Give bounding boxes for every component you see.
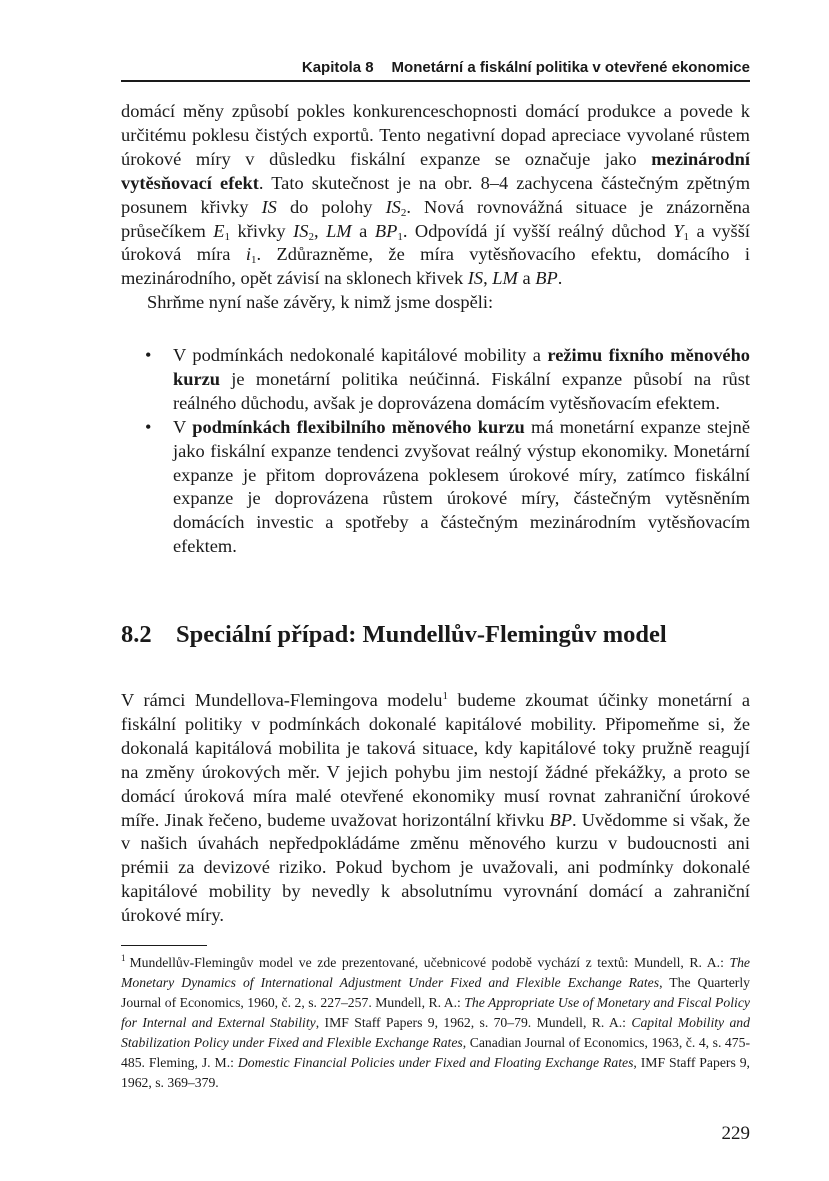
citation-title: The Monetary Dynamics of International Adjustment Under Fixed and Flexible Exchange Rates (121, 955, 750, 990)
symbol-is: IS (261, 196, 277, 217)
symbol-bp: BP (549, 809, 572, 830)
header-rule (121, 80, 750, 82)
bullet-icon: • (145, 345, 152, 365)
text-run: domácí měny způsobí pokles konkurenceschopnosti domácí produkce a povede k určitému poklesu čistých exportů. Tento negativní dopad apreciace vyvolané růstem úrokové míry v důsledku fiskální expanze se označuje jako (121, 101, 750, 169)
text-run: má monetární expanze stejně jako fiskální expanze tendenci zvyšovat reálný výstup ekonomiky. Monetární expanze je přitom doprovázena poklesem úrokové míry, zatímco fiskální expanze je doprovázena růstem úrokové míry, částečným vytěsněním domácích investic a spotřeby a částečným mezinárodním vytěsňovacím efektem. (173, 416, 750, 557)
text-run: . Odpovídá jí vyšší reálný důchod (402, 220, 674, 241)
symbol-is: IS (293, 220, 309, 241)
text-run: . (557, 268, 563, 289)
list-item (121, 416, 750, 559)
term-flexible-exchange-rate: podmínkách flexibilního měnového kurzu (192, 416, 525, 437)
text-run: . Uvědomme si však, že v našich úvahách nepředpokládáme změnu měnového kurzu v budoucnosti ani prémii za devizové riziko. Pokud bychom je uvažovali, ani podmínky dokonalé kapitálové mobility by nevedly k absolutnímu vyrovnání domácí a zahraniční úrokové míry. (121, 809, 750, 926)
subscript: 2 (308, 230, 314, 243)
summary-intro: Shrňme nyní naše závěry, k nimž jsme dospěli: (147, 292, 494, 313)
list-item (121, 344, 750, 416)
symbol-e: E (213, 220, 225, 241)
text-run: . Zdůrazněme, že míra vytěsňovacího efektu, domácího i mezinárodního, opět závisí na sklonech křivek (121, 244, 750, 289)
page-number: 229 (721, 1123, 750, 1144)
subscript: 2 (400, 206, 407, 219)
text-run: . Tato skutečnost je na obr. 8–4 zachycena částečným zpětným posunem křivky (121, 172, 750, 217)
footnote-mark: 1 (121, 953, 126, 964)
footnote-rule (121, 945, 207, 946)
running-head (121, 58, 750, 78)
subscript: 1 (683, 230, 689, 243)
symbol-is: IS (385, 196, 401, 217)
term-international-crowding-out: mezinárodní vytěsňovací efekt (121, 148, 750, 193)
symbol-i: i (245, 244, 251, 265)
subscript: 1 (250, 254, 257, 267)
text-run: V (173, 416, 193, 437)
symbol-lm: LM (492, 268, 518, 289)
text-run: . Nová rovnovážná situace je znázorněna průsečíkem (121, 196, 750, 241)
text-run: , The Quarterly Journal of Economics, 1960, č. 2, s. 227–257. Mundell, R. A.: (121, 975, 750, 1010)
section-number: 8.2 (121, 621, 152, 648)
summary-bullet-list (121, 344, 750, 559)
symbol-bp: BP (374, 220, 398, 241)
body-text-upper (121, 100, 750, 315)
running-head-title: Monetární a fiskální politika v otevřené ekonomice (391, 59, 750, 76)
paragraph-international-crowding-out (121, 100, 750, 291)
text-run: a (517, 268, 536, 289)
citation-title: Domestic Financial Policies under Fixed and Floating Exchange Rates (237, 1055, 634, 1070)
citation-title: The Appropriate Use of Monetary and Fiscal Policy for Internal and External Stability (121, 995, 750, 1030)
section-heading (121, 620, 750, 650)
text-run: V podmínkách nedokonalé kapitálové mobility a (173, 345, 548, 365)
symbol-bp: BP (535, 268, 558, 289)
text-run: a (351, 220, 375, 241)
body-text-lower (121, 689, 750, 928)
subscript: 1 (397, 230, 403, 243)
text-run: budeme zkoumat účinky monetární a fiskální politiky v podmínkách dokonalé kapitálové mobility. Připomeňme si, že dokonalá kapitálová mobilita je taková situace, kdy kapitálové toky pružně reagují na změny úrokových měr. V jejich pohybu jim nestojí žádné překážky, a proto se domácí úroková míra malé otevřené ekonomiky musí rovnat zahraniční úrokové míře. Jinak řečeno, budeme uvažovat horizontální křivku (121, 690, 751, 830)
section-title: Speciální případ: Mundellův-Flemingův model (176, 621, 667, 648)
citation-title: Capital Mobility and Stabilization Policy under Fixed and Flexible Exchange Rates (121, 1015, 750, 1050)
text-run: , IMF Staff Papers 9, 1962, s. 369–379. (121, 1055, 750, 1090)
text-run: , (313, 220, 327, 241)
text-run: Mundellův-Flemingův model ve zde prezentované, učebnicové podobě vychází z textů: Mundell, R. A.: (129, 955, 730, 970)
symbol-lm: LM (326, 220, 352, 241)
text-run: , IMF Staff Papers 9, 1962, s. 70–79. Mundell, R. A.: (315, 1015, 632, 1030)
text-run: a vyšší úroková míra (121, 220, 750, 265)
running-head-chapter: Kapitola 8 (301, 59, 374, 76)
text-run: je monetární politika neúčinná. Fiskální expanze působí na růst reálného důchodu, avšak je doprovázena domácím vytěsňovacím efektem. (173, 368, 750, 413)
footnote (121, 953, 750, 1093)
text-run: do polohy (276, 196, 386, 217)
text-run: křivky (230, 220, 294, 241)
symbol-is: IS (467, 268, 484, 289)
text-run: , Canadian Journal of Economics, 1963, č. 4, s. 475-485. Fleming, J. M.: (121, 1035, 751, 1070)
bullet-icon: • (145, 416, 152, 437)
subscript: 1 (224, 230, 231, 243)
footnote-reference[interactable]: 1 (442, 690, 448, 702)
symbol-y: Y (673, 220, 684, 241)
term-fixed-exchange-rate: režimu fixního měnového kurzu (173, 345, 750, 389)
paragraph-mundell-fleming (121, 689, 750, 928)
text-run: , (483, 268, 493, 289)
text-run: V rámci Mundellova-Flemingova modelu (121, 690, 443, 710)
